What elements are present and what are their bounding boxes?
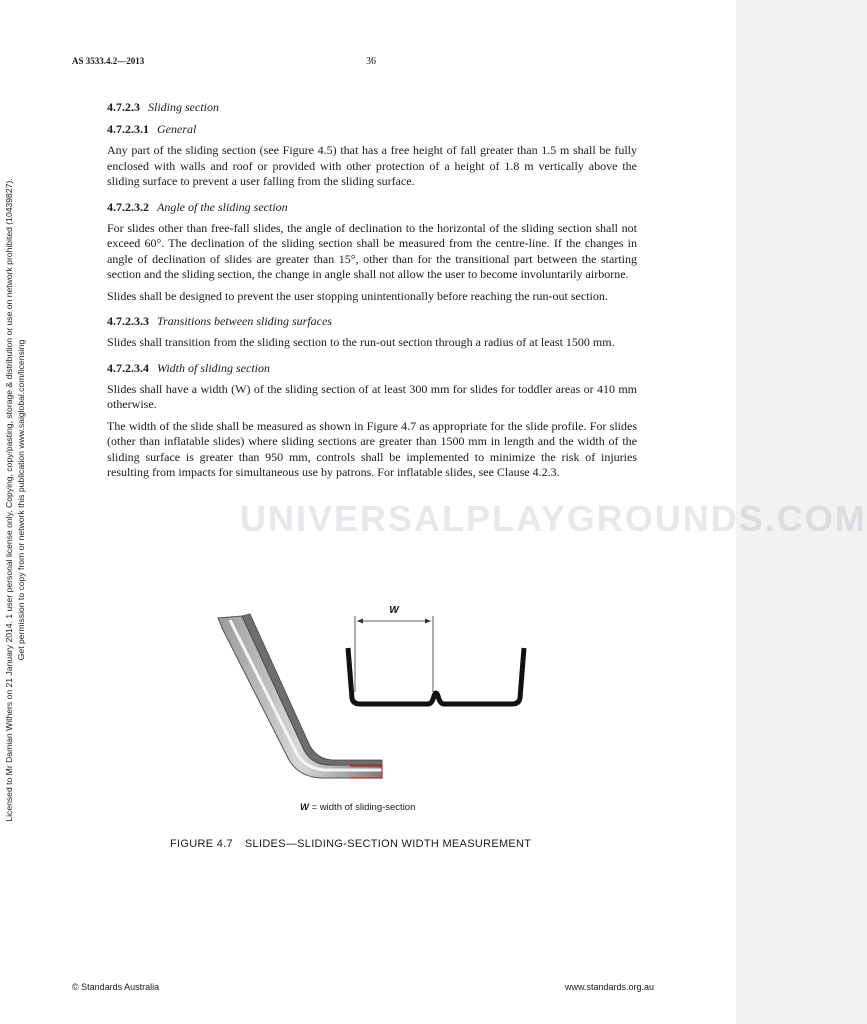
main-content — [107, 99, 637, 481]
footer-copyright: © Standards Australia — [72, 982, 160, 992]
figure-title: SLIDES—SLIDING-SECTION WIDTH MEASUREMENT — [244, 838, 532, 850]
section-heading-4-7-2-3-4: 4.7.2.3.4 Width of sliding section — [107, 360, 270, 375]
slide-perspective-drawing — [218, 614, 382, 778]
slide-figure — [200, 600, 540, 795]
section-heading-4-7-2-3: 4.7.2.3 Sliding section — [107, 100, 219, 114]
footer-website: www.standards.org.au — [565, 982, 655, 992]
license-line-2: Get permission to copy from or network this publication www.saiglobal.com/licensing — [16, 339, 26, 661]
width-dimension-label: W — [389, 605, 399, 616]
paragraph-width-measure: The width of the slide shall be measured as shown in Figure 4.7 as appropriate for the slide profile. For slides (other than inflatable slides) where sliding sections are greater than 1500 mm in length and the width of the sliding surface is greater than 950 mm, controls shall be implemented to minimize the risk of injuries resulting from impacts for simultaneous use by patrons. For inflatable slides, see Clause 4.2.3. — [107, 418, 637, 479]
paragraph-general: Any part of the sliding section (see Figure 4.5) that has a free height of fall greater than 1.5 m shall be fully enclosed with walls and roof or provided with other protection of a height of 1.8 m vertically above the sliding surface to prevent a user falling from the sliding surface. — [107, 143, 637, 188]
figure-label: FIGURE 4.7 — [170, 838, 233, 850]
license-notice — [3, 120, 27, 880]
page-number: 36 — [366, 56, 376, 67]
license-line-1: Licensed to Mr Damian Withers on 21 January 2014. 1 user personal license only. Copying, copy/pasting, storage & distribution or use on network prohibited (10439827). — [4, 178, 14, 822]
slide-cross-section — [348, 605, 524, 704]
document-id: AS 3533.4.2—2013 — [72, 56, 145, 66]
paragraph-angle: For slides other than free-fall slides, the angle of declination to the horizontal of the sliding section shall not exceed 60°. The declination of the sliding section shall be measured from the centre-line. If the changes in angle of declination of slides are greater than 15°, other than for the transitional part between the starting section and the sliding section, the change in angle shall not allow the user to become involuntarily airborne. — [107, 220, 637, 281]
figure-caption — [170, 838, 580, 850]
watermark: UNIVERSALPLAYGROUNDS.COM — [240, 498, 867, 539]
figure-legend: W = width of sliding-section — [300, 802, 416, 813]
paragraph-transitions: Slides shall transition from the sliding section to the run-out section through a radius of at least 1500 mm. — [107, 335, 615, 349]
section-heading-4-7-2-3-1: 4.7.2.3.1 General — [107, 122, 197, 136]
paragraph-stopping: Slides shall be designed to prevent the user stopping unintentionally before reaching the run-out section. — [107, 288, 608, 303]
section-heading-4-7-2-3-2: 4.7.2.3.2 Angle of the sliding section — [107, 199, 288, 214]
section-heading-4-7-2-3-3: 4.7.2.3.3 Transitions between sliding surfaces — [107, 314, 333, 328]
paragraph-width: Slides shall have a width (W) of the sliding section of at least 300 mm for slides for toddler areas or 410 mm otherwise. — [107, 381, 637, 411]
